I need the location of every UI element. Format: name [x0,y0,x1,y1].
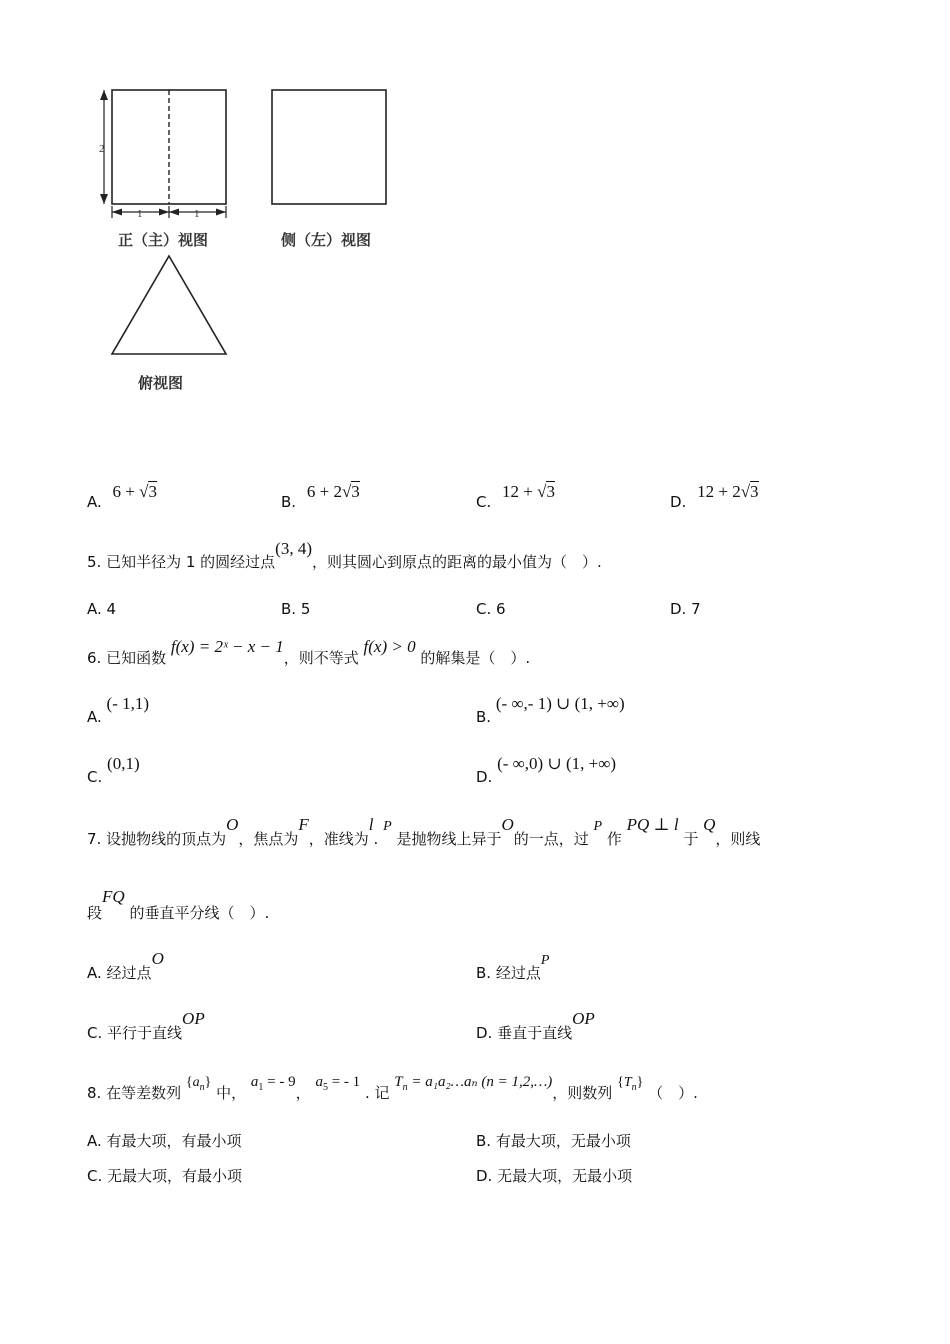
q5-option-d[interactable]: D. 7 [670,600,701,618]
q6-option-a[interactable]: A. (- 1,1) [87,694,150,726]
option-value: 12 + 2√3 [697,482,759,501]
q5-stem: 5. 已知半径为 1 的圆经过点(3, 4)，则其圆心到原点的距离的最小值为（ ）. [87,539,602,571]
sqrt-icon: √ [537,482,547,501]
q5-option-a[interactable]: A. 4 [87,600,117,618]
option-letter: C. [476,493,492,511]
sqrt-icon: √ [139,482,149,501]
q7-option-d[interactable]: D. 垂直于直线OP [476,1009,595,1042]
dim-height-label: 2 [99,143,105,155]
option-value: 6 + 2√3 [306,482,360,501]
product-tn: $T_n$ = a₁a₂…aₙ (n = 1,2,…) [394,1074,553,1093]
q4-option-d[interactable] [670,482,759,511]
q8-option-c[interactable]: C. 无最大项，有最小项 [87,1167,243,1185]
option-value: 12 + √3 [502,482,555,501]
option-value: 6 + √3 [112,482,157,501]
sqrt-icon: √ [341,482,352,501]
q4-option-b[interactable] [281,482,360,511]
q6-option-b[interactable]: B. (- ∞,- 1) ∪ (1, +∞) [476,694,625,726]
q5-option-b[interactable]: B. 5 [281,600,311,618]
q4-option-c[interactable] [476,482,555,511]
term-a1: $a_1$ = - 9 [250,1074,296,1093]
q8-option-d[interactable]: D. 无最大项，无最小项 [476,1167,633,1185]
q8-option-a[interactable]: A. 有最大项，有最小项 [87,1132,242,1150]
front-view-label: 正（主）视图 [118,231,209,249]
function-def: f(x) = 2ˣ − x − 1 [170,637,284,656]
arrow-down-icon [100,194,108,204]
side-view-square [272,90,386,204]
point-coord: (3, 4) [275,539,312,558]
q7-option-b[interactable]: B. 经过点P [476,953,550,982]
arrow-right-icon [216,209,226,216]
arrow-right-icon [159,209,169,216]
q7-option-a[interactable]: A. 经过点O [87,949,164,982]
q4-option-a[interactable] [87,482,157,511]
q8-option-b[interactable]: B. 有最大项，无最小项 [476,1132,631,1150]
q5-option-c[interactable]: C. 6 [476,600,506,618]
q7-option-c[interactable]: C. 平行于直线OP [87,1009,205,1042]
q6-stem: 6. 已知函数 f(x) = 2ˣ − x − 1，则不等式 f(x) > 0 的解集是（ ）. [87,637,531,667]
q6-option-d[interactable]: D. (- ∞,0) ∪ (1, +∞) [476,754,616,786]
dim-right-label: 1 [194,208,200,220]
side-view-label: 侧（左）视图 [281,231,372,249]
inequality: f(x) > 0 [363,637,416,656]
top-view-triangle [112,256,226,354]
dim-left-label: 1 [137,208,143,220]
top-view-label: 俯视图 [138,374,184,392]
q7-stem-line1: 7. 设抛物线的顶点为O，焦点为F，准线为l. P 是抛物线上异于O的一点，过 P 作 PQ ⊥ l 于 Q，则线 [87,815,761,848]
arrow-left-icon [112,209,122,216]
q8-stem: 8. 在等差数列 $\{a_n\}$ 中， $a_1$ = - 9， $a_5$ = - 1 . 记 $T_n$ = a₁a₂…aₙ (n = 1,2,…)，则数列 $\{T_n\}$ （ ）. [87,1074,698,1102]
arrow-up-icon [100,90,108,100]
sequence-tn: $\{T_n\}$ [617,1075,644,1093]
option-letter: B. [281,493,297,511]
arrow-left-icon [169,209,179,216]
sequence-an: $\{a_n\}$ [185,1075,212,1093]
q7-stem-line2: 段FQ 的垂直平分线（ ）. [87,887,270,922]
term-a5: $a_5$ = - 1 [315,1074,361,1093]
q6-option-c[interactable]: C. (0,1) [87,754,140,786]
option-letter: D. [670,493,687,511]
option-letter: A. [87,493,102,511]
sqrt-icon: √ [740,482,751,501]
